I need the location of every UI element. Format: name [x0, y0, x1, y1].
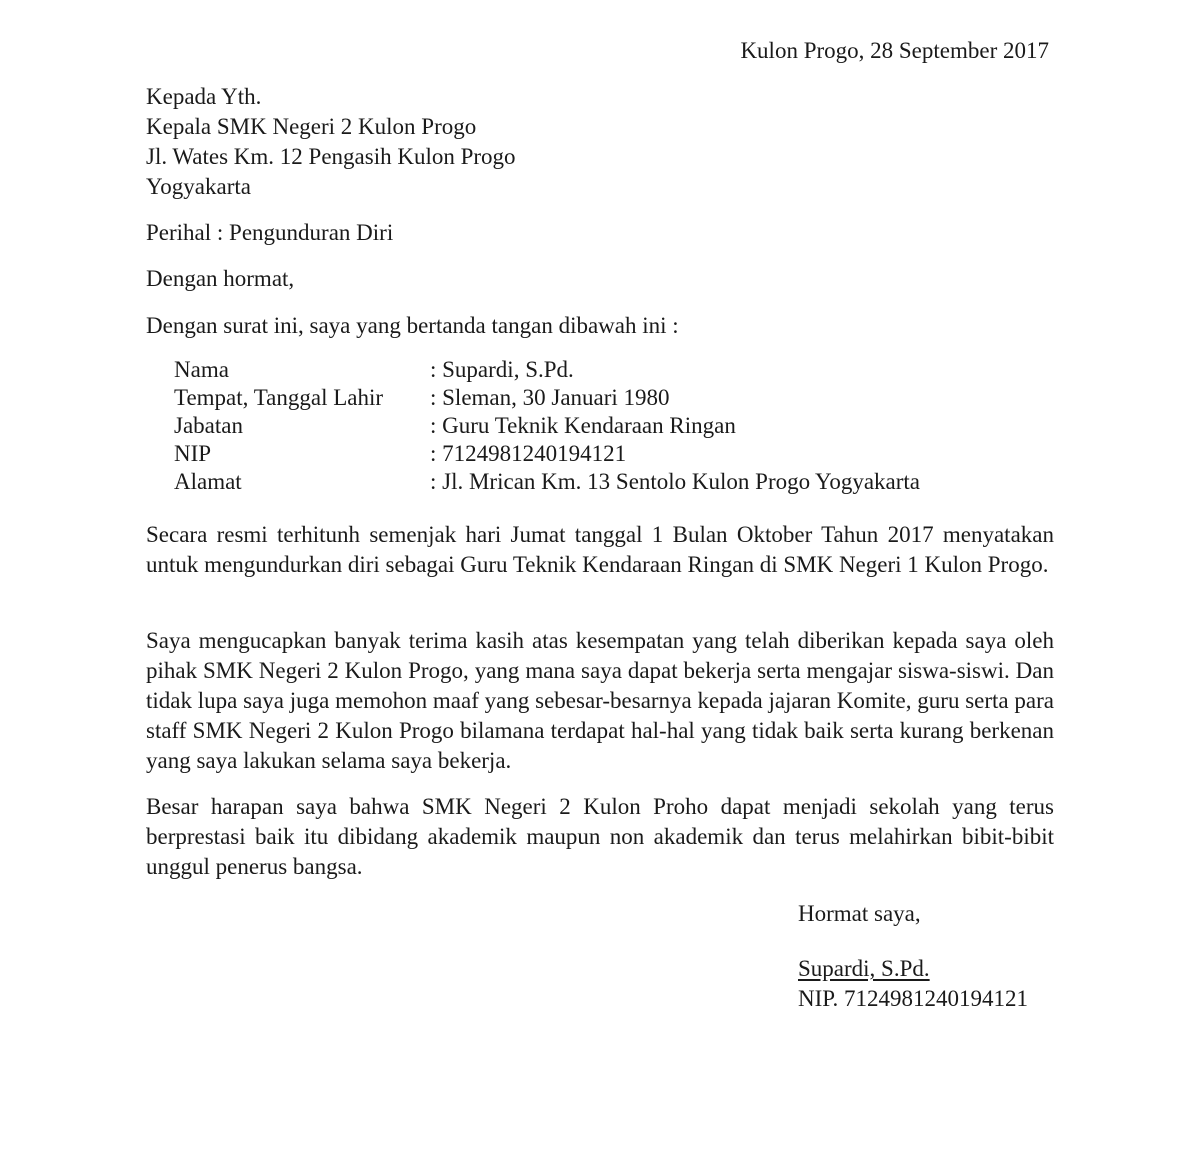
identity-row — [174, 384, 920, 412]
identity-label: Alamat — [174, 469, 242, 494]
body-paragraph-3: Besar harapan saya bahwa SMK Negeri 2 Kulon Proho dapat menjadi sekolah yang terus berprestasi baik itu dibidang akademik maupun non akademik dan terus melahirkan bibit-bibit unggul penerus bangsa. — [146, 794, 1054, 879]
body-paragraph-2: Saya mengucapkan banyak terima kasih atas kesempatan yang telah diberikan kepada saya oleh pihak SMK Negeri 2 Kulon Progo, yang mana saya dapat bekerja serta mengajar siswa-siswi. Dan tidak lupa saya juga memohon maaf yang sebesar-besarnya kepada jajaran Komite, guru serta para staff SMK Negeri 2 Kulon Progo bilamana terdapat hal-hal yang tidak baik serta kurang berkenan yang saya lakukan selama saya bekerja. — [146, 628, 1054, 773]
recipient-line-3: Jl. Wates Km. 12 Pengasih Kulon Progo — [146, 144, 516, 169]
identity-row — [174, 468, 920, 496]
signer-nip: NIP. 7124981240194121 — [798, 986, 1029, 1011]
identity-value: : Supardi, S.Pd. — [430, 357, 574, 382]
identity-table — [174, 356, 920, 496]
recipient-line-1: Kepada Yth. — [146, 84, 262, 109]
identity-value: : Guru Teknik Kendaraan Ringan — [430, 413, 736, 438]
recipient-line-4: Yogyakarta — [146, 174, 251, 199]
letter-date: Kulon Progo, 28 September 2017 — [740, 38, 1049, 63]
subject-line: Perihal : Pengunduran Diri — [146, 220, 394, 245]
intro-line: Dengan surat ini, saya yang bertanda tangan dibawah ini : — [146, 313, 679, 338]
identity-row — [174, 440, 920, 468]
identity-label: NIP — [174, 441, 212, 466]
identity-value: : 7124981240194121 — [430, 441, 627, 466]
greeting: Dengan hormat, — [146, 266, 295, 291]
identity-value: : Sleman, 30 Januari 1980 — [430, 385, 670, 410]
body-paragraph-1: Secara resmi terhitunh semenjak hari Jumat tanggal 1 Bulan Oktober Tahun 2017 menyatakan untuk mengundurkan diri sebagai Guru Teknik Kendaraan Ringan di SMK Negeri 1 Kulon Progo. — [146, 522, 1054, 577]
signer-name: Supardi, S.Pd. — [798, 956, 930, 981]
identity-row — [174, 412, 920, 440]
identity-row — [174, 356, 920, 384]
identity-value: : Jl. Mrican Km. 13 Sentolo Kulon Progo Yogyakarta — [430, 469, 921, 494]
recipient-line-2: Kepala SMK Negeri 2 Kulon Progo — [146, 114, 477, 139]
closing-salutation: Hormat saya, — [798, 901, 921, 926]
identity-label: Tempat, Tanggal Lahir — [174, 385, 384, 410]
identity-label: Jabatan — [174, 413, 243, 438]
identity-label: Nama — [174, 357, 229, 382]
